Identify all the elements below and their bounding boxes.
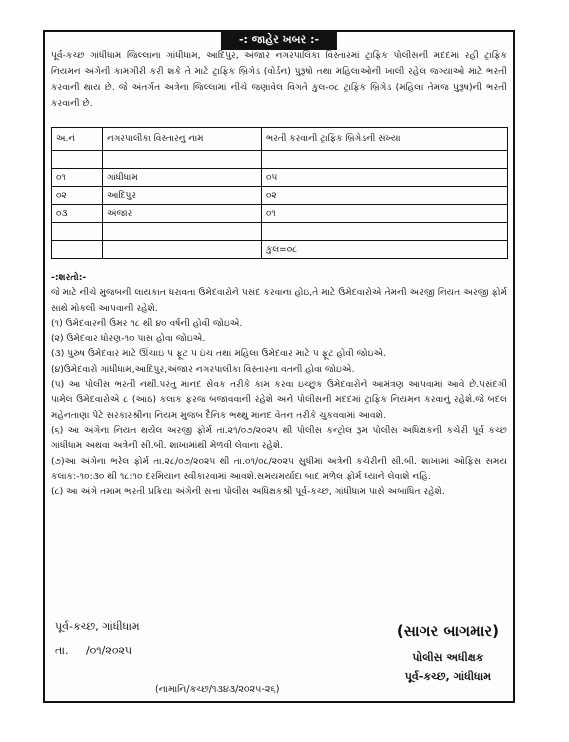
condition-item: (૭)આ અંગેના ભરેલ ફોર્મ તા.૨૮/૦૭/૨૦૨૫ થી તા.૦૧/૦૮/૨૦૨૫ સુધીમાં અત્રેની કચેરીની સી.બી. શાખામાં ઓફિસ સમય કલાક:-૧૦:૩૦ થી ૧૮:૧૦ દરમિયાન સ્વીકારવામાં આવશે.સમયમર્યાદા બાદ મળેલ ફોર્મ ધ્યાને લેવાશે નહિ. [51, 455, 507, 482]
table-cell: અંજાર [103, 205, 262, 223]
conditions-lead: જે માટે નીચે મુજબની લાયકાત ધરાવતા ઉમેદવારોને પસંદ કરવાના હોઇ,તે માટે ઉમેદવારોએ તેમની અરજી નિયત અરજી ફોર્મ સાથે મોકલી આપવાની રહેશે. [51, 287, 507, 314]
signatory-place: પૂર્વ-કચ્છ, ગાંધીધામ [404, 670, 492, 683]
notice-title: -: જાહેર ખબર :- [221, 31, 337, 50]
condition-item: (૩) પુરુષ ઉમેદવાર માટે ઊંચાઇ ૫ ફૂટ ૫ ઇંચ તથા મહિલા ઉમેદવાર માટે ૫ ફૂટ હોવી જોઇએ. [51, 348, 387, 360]
table-cell: ૦૨ [52, 187, 103, 205]
table-spacer-row [52, 151, 508, 169]
table-row [52, 169, 508, 187]
condition-item: (૬) આ અંગેના નિયત થયેલ અરજી ફોર્મ તા.૨૧/૦૭/૨૦૨૫ થી પોલીસ કન્ટ્રોલ રૂમ પોલીસ અધિક્ષકની કચેરી પૂર્વ કચ્છ ગાંધીધામ અથવા અત્રેની સી.બી. શાખામાંથી મેળવી લેવાના રહેશે. [51, 424, 507, 452]
footer-place: પૂર્વ-કચ્છ, ગાંધીધામ [55, 620, 140, 633]
condition-item: (૨) ઉમેદવાર ધોરણ-૧૦ પાસ હોવા જોઇએ. [51, 333, 206, 345]
signatory-block [397, 622, 499, 686]
place-date-block [55, 615, 140, 663]
condition-item: (૫) આ પોલીસ ભરતી નથી.પરંતુ માનદ સેવક તરીકે કામ કરવા ઇચ્છુક ઉમેદવારોને આમંત્રણ આપવામાં આવે છે.પસંદગી પામેલ ઉમેદવારોએ ૮ (આઠ) કલાક ફરજ બજાવવાની રહેશે અને પોલીસની મદદમાં ટ્રાફિક નિયમન કરવાનું રહેશે.જે બદલ મહેનતાણા પેટે સરકારશ્રીના નિયમ મુજબ દૈનિક ભથ્થુ માનદ વેતન તરીકે ચુકવવામાં આવશે. [51, 379, 507, 421]
table-total-row [52, 241, 508, 259]
table-row [52, 205, 508, 223]
conditions-section [51, 270, 507, 499]
table-header-row [52, 128, 508, 151]
table-cell: ૦૨ [262, 187, 508, 205]
footer-date: તા. /૦૧/૨૦૨૫ [55, 644, 133, 657]
table-total: કુલ=૦૮ [262, 241, 508, 259]
conditions-heading: -:શરતો:- [51, 272, 87, 283]
table-cell: ૦૧ [262, 205, 508, 223]
vacancy-table [51, 127, 508, 259]
table-header-cell: અ.નં [52, 128, 103, 151]
table-row [52, 187, 508, 205]
table-cell: ૦૫ [262, 169, 508, 187]
signatory-role: પોલીસ અધીક્ષક [412, 651, 484, 664]
table-cell: આદિપુર [103, 187, 262, 205]
signatory-name: (સાગર બાગમાર) [396, 622, 499, 640]
table-cell: ૦૧ [52, 169, 103, 187]
condition-item: (૧) ઉમેદવારની ઉંમર ૧૮ થી ૪૦ વર્ષની હોવી જોઇએ. [51, 317, 243, 329]
table-cell: ગાંધીધામ [103, 169, 262, 187]
condition-item: (૪)ઉમેદવારો ગાંધીધામ,આદિપુર,અંજાર નગરપાલીકા વિસ્તારના વતની હોવા જોઇએ. [51, 363, 355, 375]
reference-number: (નામાનિ/કચ્છ/૧૩૪૩/૨૦૨૫-૨૬) [155, 684, 280, 695]
condition-item: (૮) આ અંગે તમામ ભરતી પ્રક્રિયા અંગેની સત્તા પોલીસ અધિક્ષકશ્રી પૂર્વ-કચ્છ, ગાંધીધામ પાસે અબાધિત રહેશે. [51, 486, 445, 498]
table-spacer-row [52, 223, 508, 241]
table-header-cell: ભરતી કરવાની ટ્રાફિક બ્રિગેડની સંખ્યા [262, 128, 508, 151]
table-cell: ૦૩ [52, 205, 103, 223]
notice-frame [43, 30, 515, 703]
table-header-cell: નગરપાલીકા વિસ્તારનુ નામ [103, 128, 262, 151]
intro-paragraph: પૂર્વ-કચ્છ ગાંધીધામ જિલ્લાના ગાંધીધામ, આદિપુર, અંજાર નગરપાલિકા વિસ્તારમાં ટ્રાફિક પોલીસની મદદમાં રહી ટ્રાફિક નિયમન અંગેની કામગીરી કરી શકે તે માટે ટ્રાફિક બ્રિગેડ (વોર્ડન) પુરૂષો તથા મહિલાઓની ખાલી રહેલ જગ્યાઓ માટે ભરતી કરવાની થાય છે. જે અંતર્ગત અત્રેના જિલ્લામાં નીચે જણાવેલ વિગતે કુલ-૦૮ ટ્રાફિક બ્રિગેડ (મહિલા તેમજ પુરૂષ)ની ભરતી કરવાની છે. [51, 50, 507, 109]
